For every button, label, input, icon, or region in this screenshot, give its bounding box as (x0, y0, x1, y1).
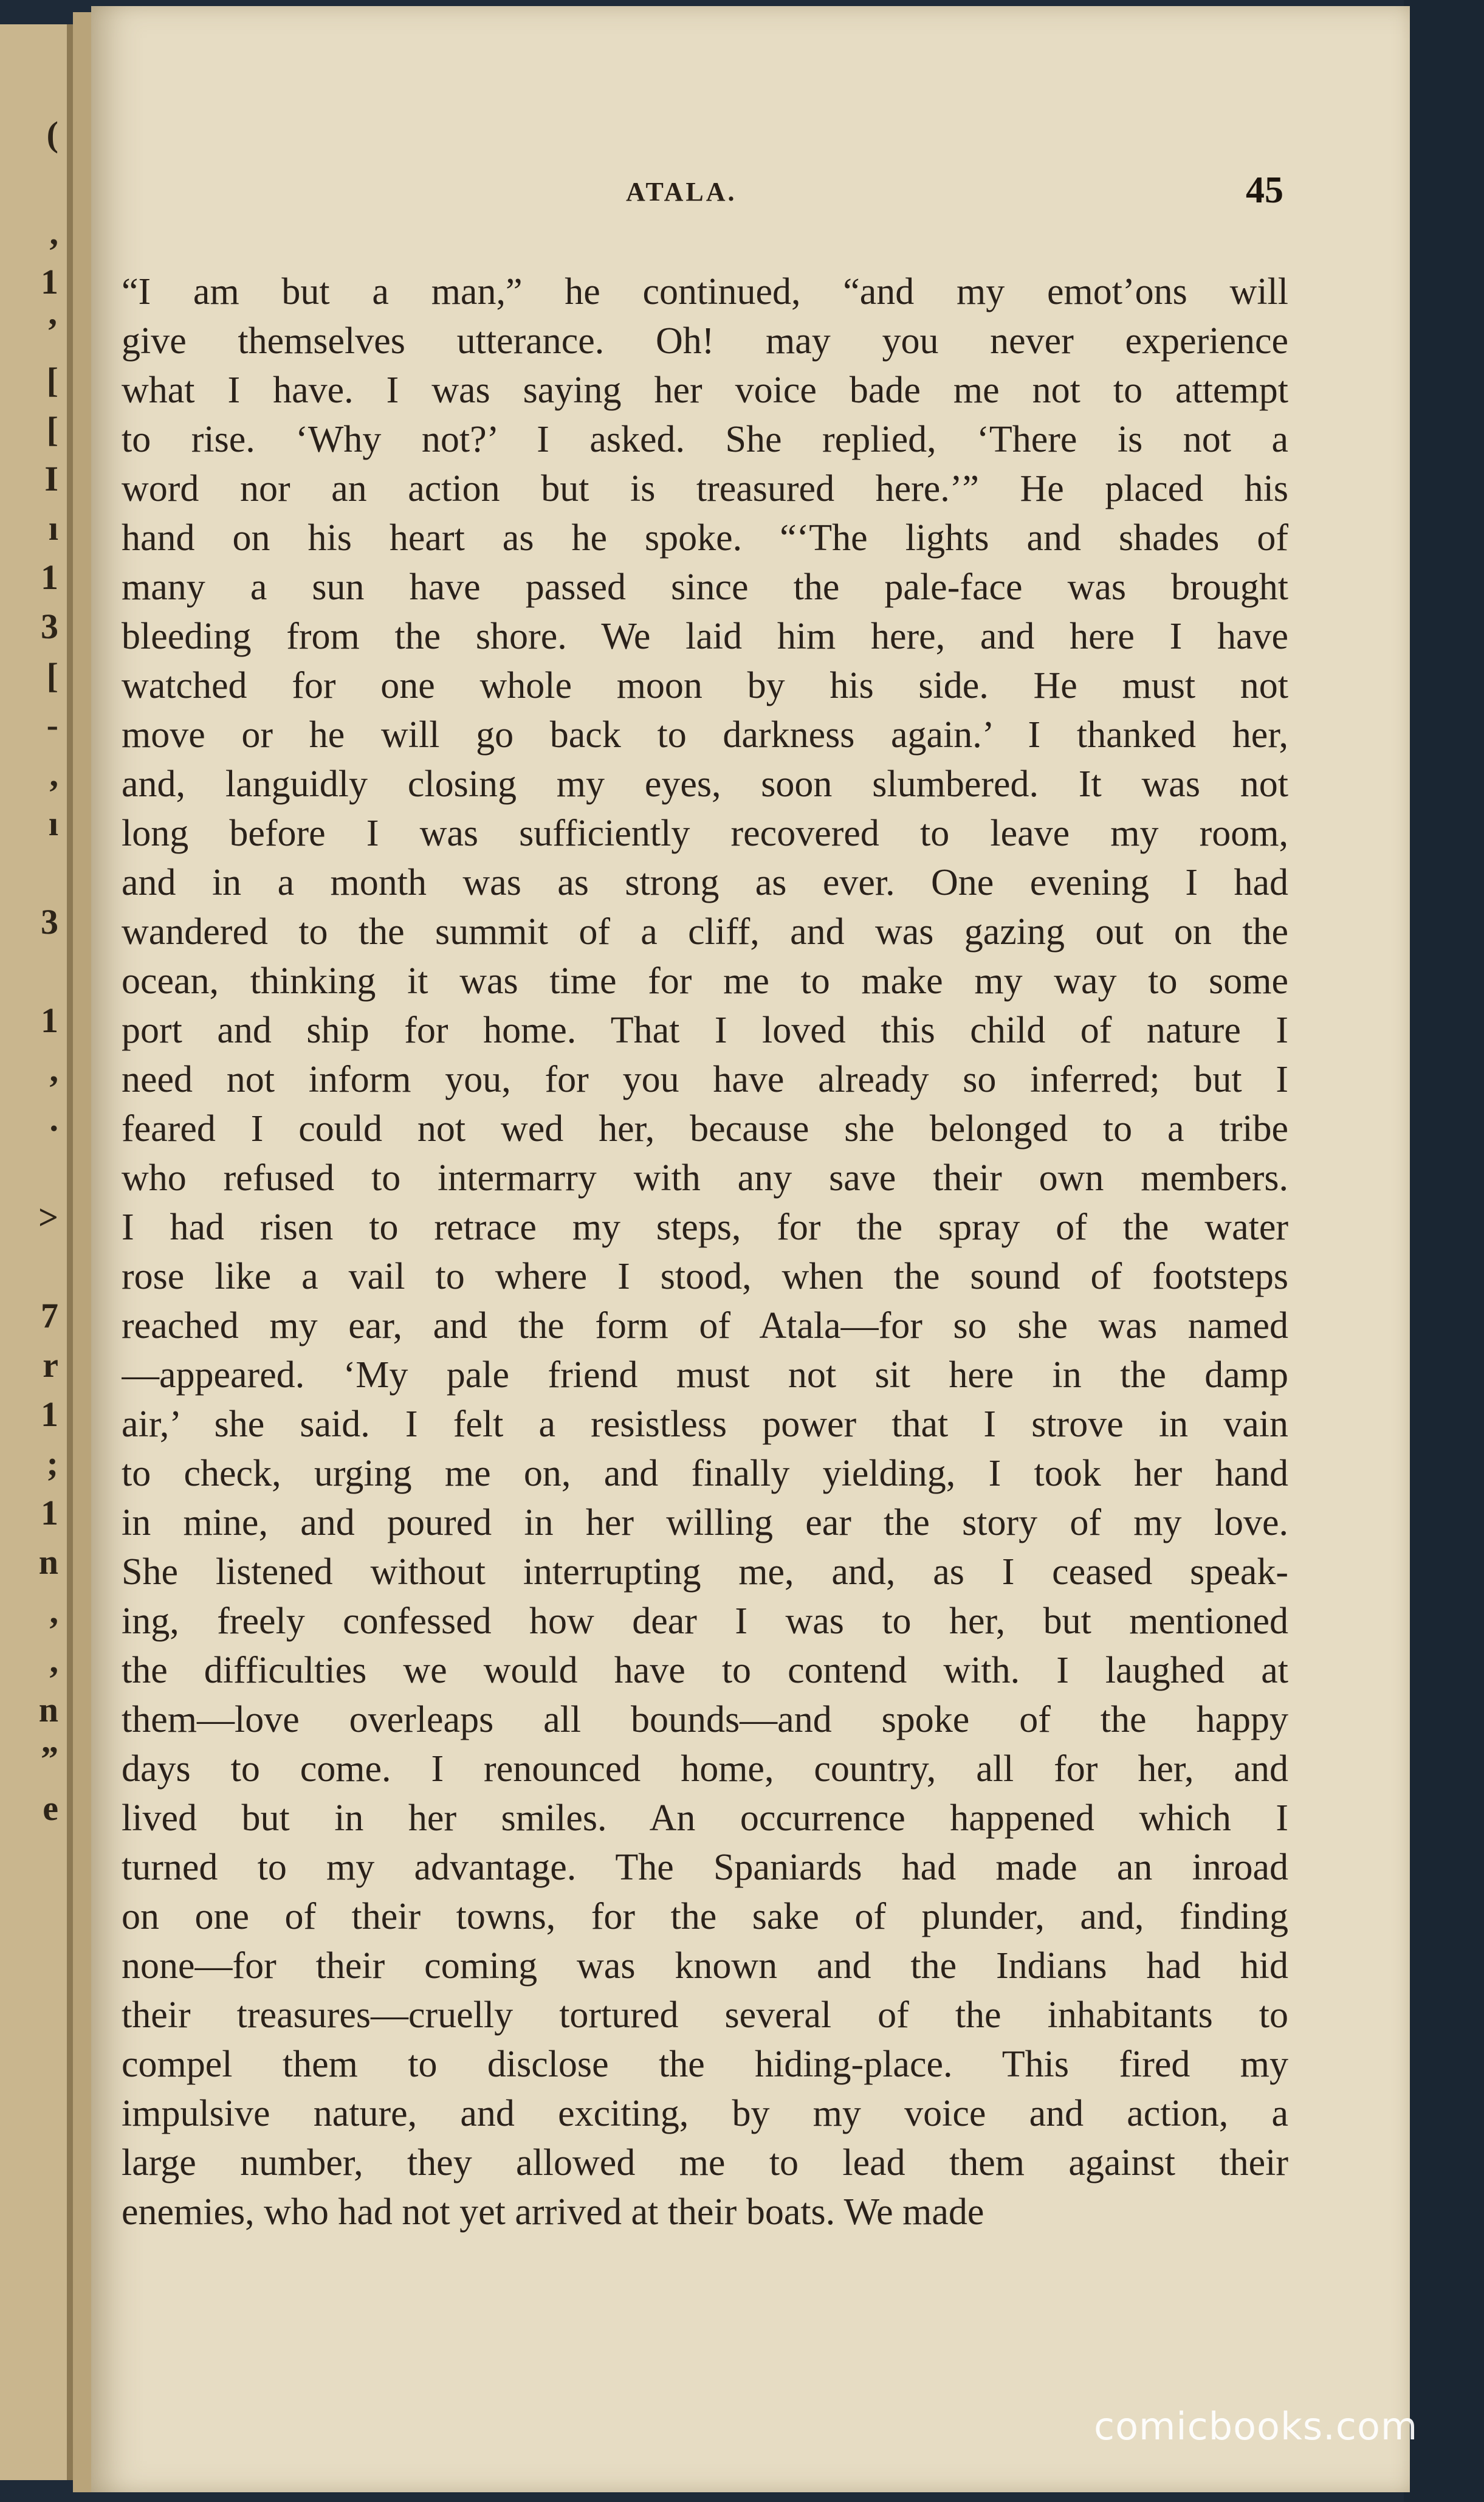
text-line: in mine, and poured in her willing ear the story of my love. (122, 1502, 1288, 1543)
text-line: need not inform you, for you have already so inferred; but I (122, 1059, 1288, 1100)
text-line: —appeared. ‘My pale friend must not sit here in the damp (122, 1354, 1288, 1396)
body-text (122, 267, 1288, 2237)
text-line: “I am but a man,” he continued, “and my emot’ons will (122, 271, 1288, 312)
text-line: lived but in her smiles. An occurrence happened which I (122, 1797, 1288, 1839)
text-line: many a sun have passed since the pale-face was brought (122, 567, 1288, 608)
text-line: rose like a vail to where I stood, when the sound of footsteps (122, 1256, 1288, 1297)
text-line: and, languidly closing my eyes, soon slumbered. It was not (122, 763, 1288, 805)
text-line: to check, urging me on, and finally yielding, I took her hand (122, 1453, 1288, 1494)
text-line: large number, they allowed me to lead them against their (122, 2142, 1288, 2183)
text-line: enemies, who had not yet arrived at their boats. We made (122, 2191, 984, 2233)
text-line: reached my ear, and the form of Atala—for so she was named (122, 1305, 1288, 1346)
facing-page-characters: ( , 1 ’ [ [ I ı 1 3 [ - , ı 3 1 , . > 7 r 1 ; 1 n , , n ” e (38, 114, 58, 1828)
text-line: on one of their towns, for the sake of plunder, and, finding (122, 1896, 1288, 1937)
text-line: word nor an action but is treasured here.’” He placed his (122, 468, 1288, 509)
text-line: none—for their coming was known and the Indians had hid (122, 1945, 1288, 1987)
text-line: port and ship for home. That I loved this child of nature I (122, 1010, 1288, 1051)
text-line: days to come. I renounced home, country, all for her, and (122, 1748, 1288, 1790)
page-number: 45 (1246, 170, 1283, 211)
text-line: to rise. ‘Why not?’ I asked. She replied, ‘There is not a (122, 419, 1288, 460)
text-line: impulsive nature, and exciting, by my voice and action, a (122, 2093, 1288, 2134)
site-watermark: comicbooks.com (1094, 2404, 1418, 2449)
facing-page-edge (0, 24, 73, 2480)
running-title: ATALA. (626, 177, 737, 207)
text-line: move or he will go back to darkness again.’ I thanked her, (122, 714, 1288, 756)
text-line: ocean, thinking it was time for me to make my way to some (122, 960, 1288, 1002)
text-line: compel them to disclose the hiding-place. This fired my (122, 2044, 1288, 2085)
text-line: who refused to intermarry with any save their own members. (122, 1157, 1288, 1199)
text-line: air,’ she said. I felt a resistless power that I strove in vain (122, 1404, 1288, 1445)
text-line: She listened without interrupting me, and, as I ceased speak- (122, 1551, 1288, 1593)
text-line: long before I was sufficiently recovered to leave my room, (122, 813, 1288, 854)
text-line: their treasures—cruelly tortured several of the inhabitants to (122, 1994, 1288, 2036)
text-line: feared I could not wed her, because she belonged to a tribe (122, 1108, 1288, 1149)
text-line: wandered to the summit of a cliff, and was gazing out on the (122, 911, 1288, 953)
text-line: watched for one whole moon by his side. He must not (122, 665, 1288, 706)
text-line: hand on his heart as he spoke. “‘The lights and shades of (122, 517, 1288, 559)
text-line: I had risen to retrace my steps, for the spray of the water (122, 1207, 1288, 1248)
running-head (91, 170, 1410, 225)
text-line: what I have. I was saying her voice bade me not to attempt (122, 370, 1288, 411)
text-line: give themselves utterance. Oh! may you never experience (122, 320, 1288, 362)
background-strip (1404, 0, 1484, 2502)
text-line: them—love overleaps all bounds—and spoke of the happy (122, 1699, 1288, 1740)
text-line: bleeding from the shore. We laid him here, and here I have (122, 616, 1288, 657)
text-line: the difficulties we would have to contend with. I laughed at (122, 1650, 1288, 1691)
text-line: ing, freely confessed how dear I was to her, but mentioned (122, 1601, 1288, 1642)
text-line: turned to my advantage. The Spaniards had made an inroad (122, 1847, 1288, 1888)
text-line: and in a month was as strong as ever. One evening I had (122, 862, 1288, 903)
